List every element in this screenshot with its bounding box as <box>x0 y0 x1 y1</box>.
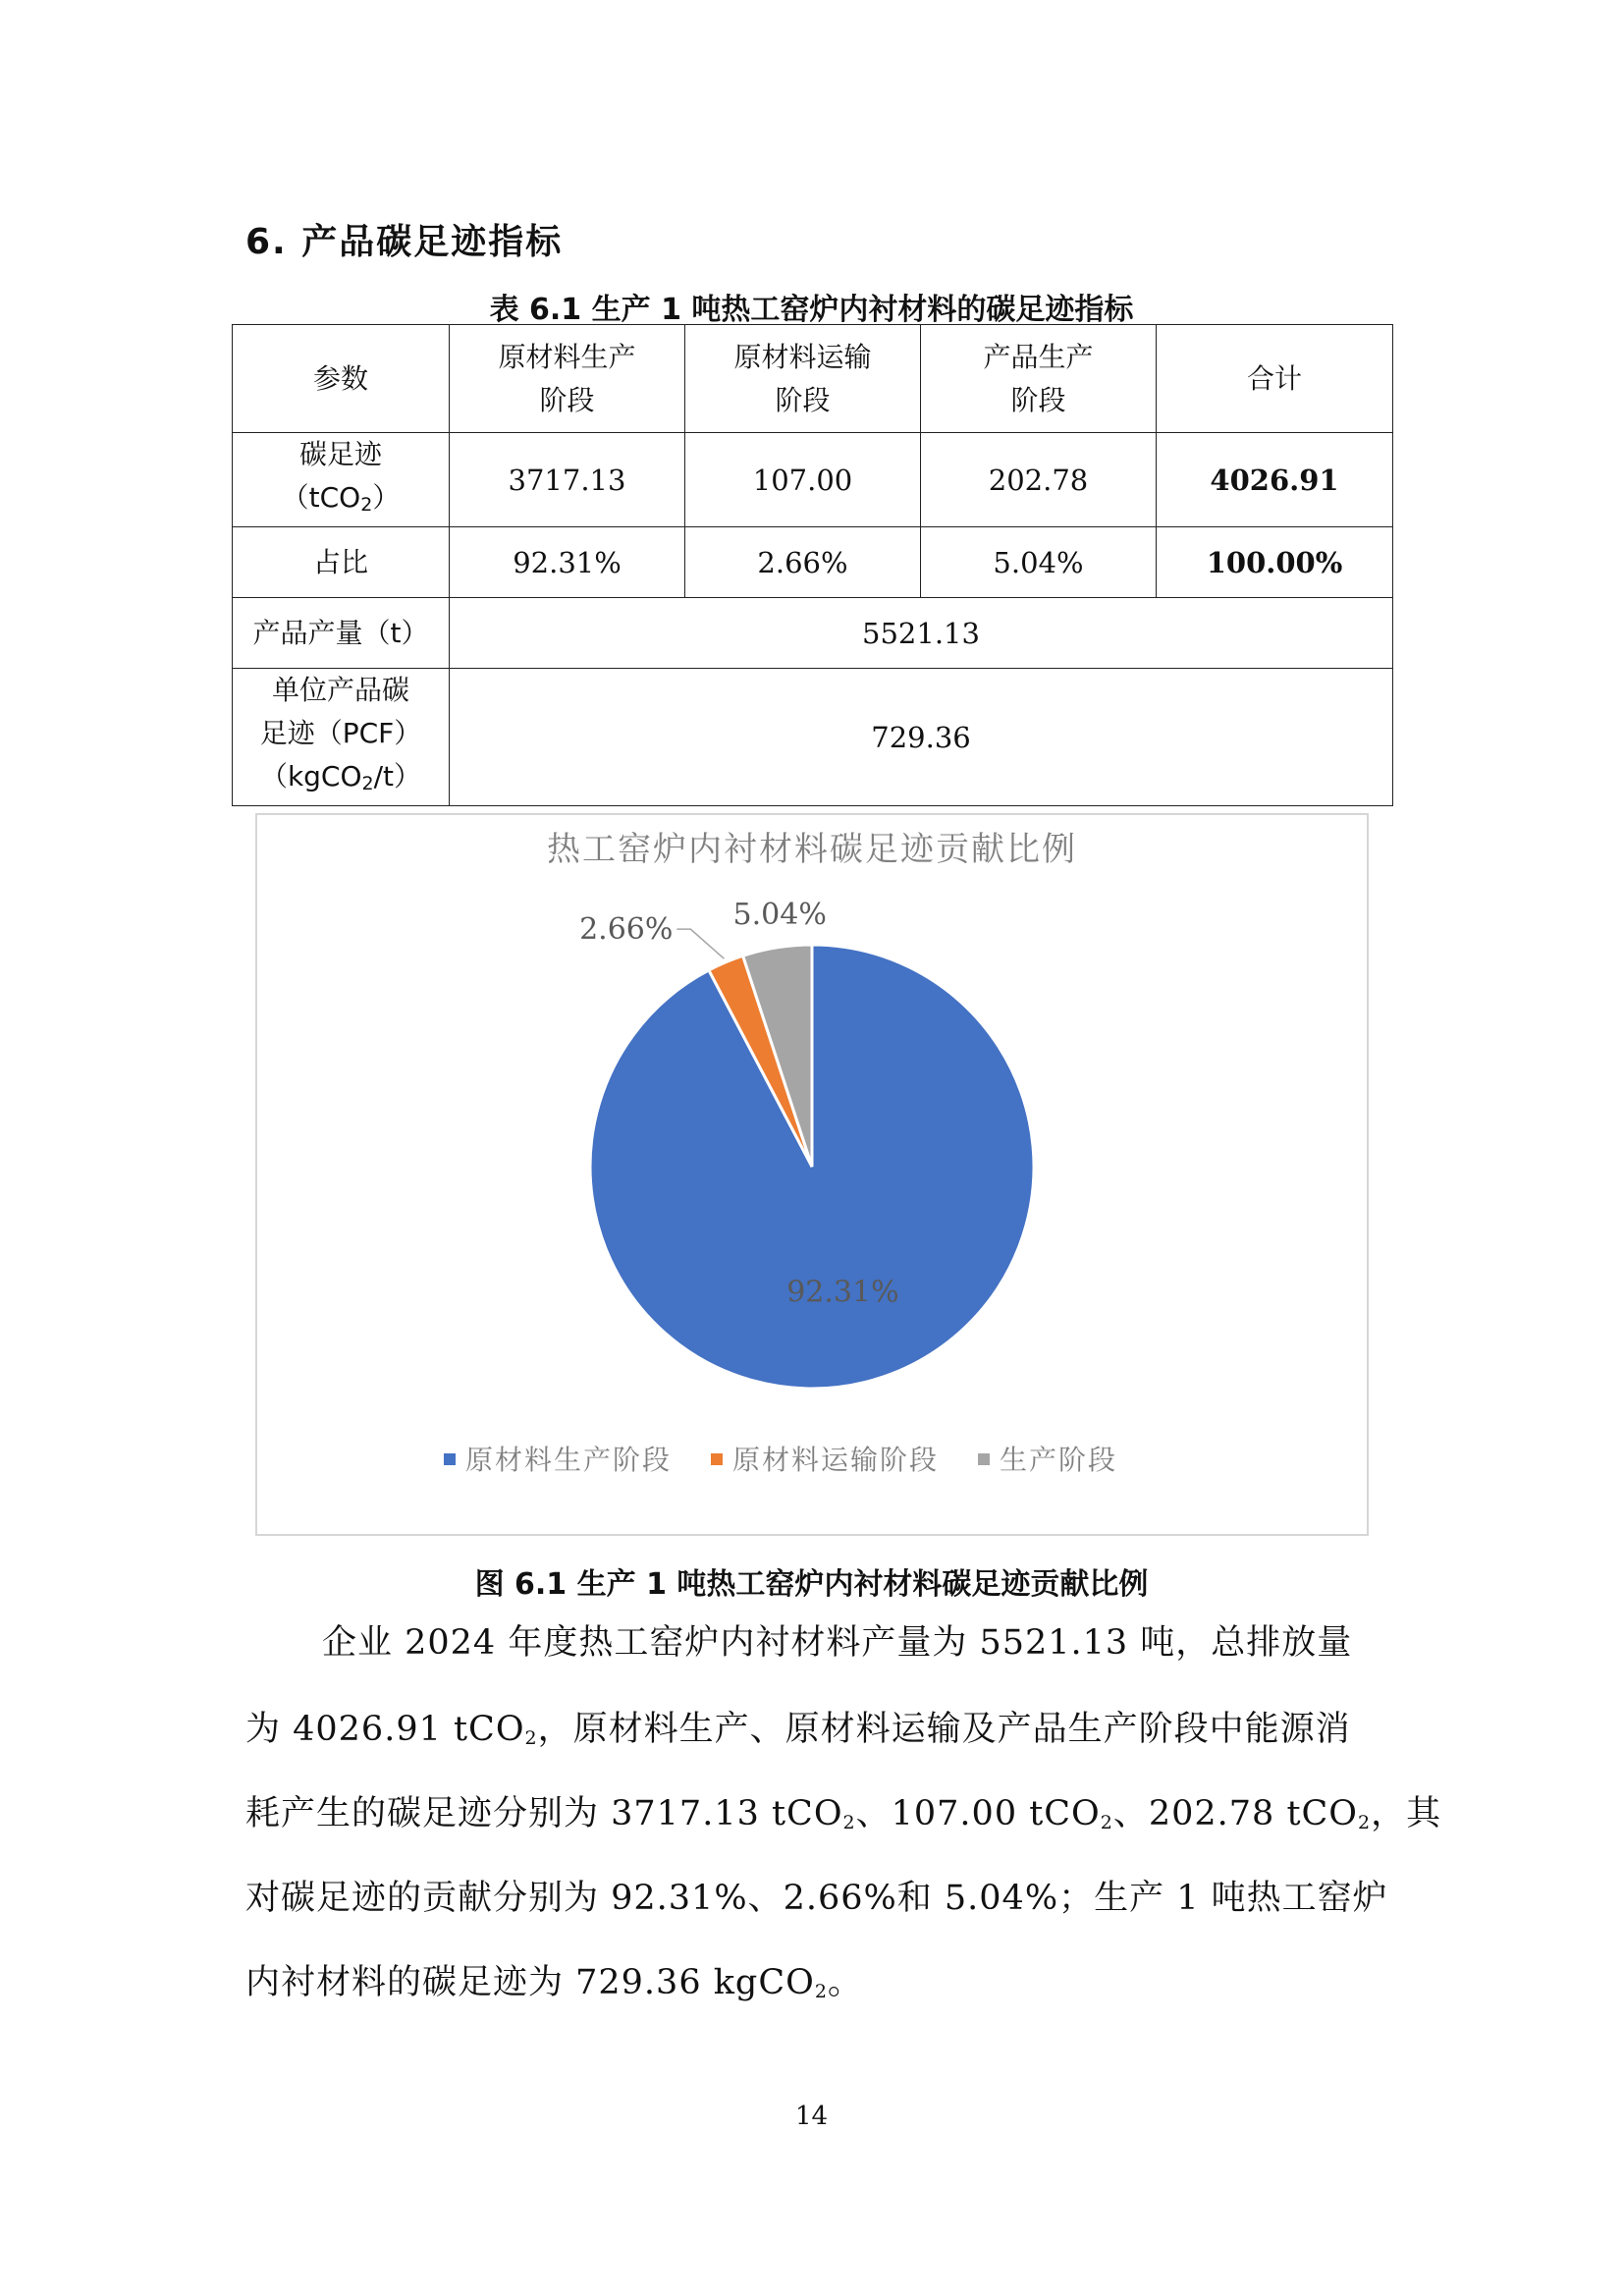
output-value: 5521.13 <box>450 598 1393 669</box>
para3-subscript-2: 2 <box>1100 1812 1113 1833</box>
para2-text-b: ，原材料生产、原材料运输及产品生产阶段中能源消 <box>537 1710 1351 1749</box>
pie-slices <box>590 945 1034 1389</box>
paragraph-line-5 <box>245 1958 1377 2016</box>
page-number: 14 <box>794 2102 829 2131</box>
header-stage3 <box>921 325 1157 433</box>
row-pcf-label <box>233 669 450 806</box>
footprint-label-close: ） <box>372 481 401 514</box>
pcf-label-line2: 足迹（PCF） <box>259 717 422 749</box>
pie-chart <box>257 815 1367 1534</box>
chart-title: 热工窑炉内衬材料碳足迹贡献比例 <box>547 830 1077 869</box>
header-stage3-line1: 产品生产 <box>983 340 1094 373</box>
paragraph-line-3 <box>245 1789 1442 1847</box>
header-stage1 <box>450 325 685 433</box>
table-row-pcf <box>233 669 1393 806</box>
footprint-total: 4026.91 <box>1157 433 1393 527</box>
table-row-output <box>233 598 1393 669</box>
para3-text-d: ，其 <box>1371 1794 1442 1833</box>
section-title: 6. 产品碳足迹指标 <box>245 222 564 262</box>
pcf-label-unit: （kgCO <box>259 760 362 793</box>
share-stage3: 5.04% <box>921 527 1157 598</box>
footprint-stage3: 202.78 <box>921 433 1157 527</box>
paragraph-line-2 <box>245 1705 1377 1763</box>
data-label-2: 2.66% <box>579 912 674 948</box>
legend-label-3: 生产阶段 <box>1000 1444 1118 1476</box>
header-param-text: 参数 <box>312 361 368 395</box>
paragraph-line-4: 对碳足迹的贡献分别为 92.31%、2.66%和 5.04%；生产 1 吨热工窑炉 <box>245 1879 1388 1918</box>
para5-subscript: 2 <box>814 1981 828 2002</box>
pie-chart-container <box>255 813 1369 1536</box>
share-total: 100.00% <box>1157 527 1393 598</box>
table-header-row <box>233 325 1393 433</box>
carbon-footprint-table <box>232 324 1393 806</box>
header-total-text: 合计 <box>1246 361 1302 395</box>
pcf-label-subscript: 2 <box>361 773 374 794</box>
footprint-stage2: 107.00 <box>685 433 921 527</box>
footprint-label-unit: （tCO <box>281 481 361 514</box>
para3-text-a: 耗产生的碳足迹分别为 3717.13 tCO <box>245 1794 843 1833</box>
paragraph-line-1: 企业 2024 年度热工窑炉内衬材料产量为 5521.13 吨，总排放量 <box>322 1623 1353 1663</box>
para5-text-b: 。 <box>827 1963 863 2002</box>
leader-line-2 <box>676 929 724 958</box>
legend-label-2: 原材料运输阶段 <box>732 1444 940 1476</box>
footprint-stage1: 3717.13 <box>450 433 685 527</box>
para3-subscript-3: 2 <box>1358 1812 1372 1833</box>
legend-swatch-3 <box>978 1453 990 1465</box>
para3-subscript-1: 2 <box>842 1812 856 1833</box>
data-label-1: 92.31% <box>786 1275 899 1310</box>
header-total <box>1157 325 1393 433</box>
header-stage2 <box>685 325 921 433</box>
para3-text-b: 、107.00 tCO <box>855 1794 1101 1833</box>
table-row-footprint <box>233 433 1393 527</box>
table-caption: 表 6.1 生产 1 吨热工窑炉内衬材料的碳足迹指标 <box>489 293 1134 327</box>
para2-text-a: 为 4026.91 tCO <box>245 1710 525 1749</box>
figure-caption: 图 6.1 生产 1 吨热工窑炉内衬材料碳足迹贡献比例 <box>474 1567 1149 1602</box>
header-stage2-line1: 原材料运输 <box>733 340 872 373</box>
header-stage1-line1: 原材料生产 <box>498 340 636 373</box>
para2-subscript: 2 <box>524 1727 538 1749</box>
pcf-value: 729.36 <box>450 669 1393 806</box>
row-footprint-label <box>233 433 450 527</box>
chart-legend <box>444 1444 1117 1476</box>
para5-text-a: 内衬材料的碳足迹为 729.36 kgCO <box>245 1963 815 2002</box>
share-stage1: 92.31% <box>450 527 685 598</box>
header-stage1-line2: 阶段 <box>539 383 595 416</box>
header-param <box>233 325 450 433</box>
legend-swatch-1 <box>444 1453 456 1465</box>
legend-swatch-2 <box>711 1453 723 1465</box>
row-output-label: 产品产量（t） <box>233 598 450 669</box>
footprint-label-line1: 碳足迹 <box>298 438 382 470</box>
leader-lines <box>676 929 724 958</box>
share-stage2: 2.66% <box>685 527 921 598</box>
header-stage2-line2: 阶段 <box>775 383 831 416</box>
legend-label-1: 原材料生产阶段 <box>465 1444 673 1476</box>
para3-text-c: 、202.78 tCO <box>1112 1794 1358 1833</box>
pcf-label-unit-tail: /t） <box>373 760 422 793</box>
row-share-label: 占比 <box>233 527 450 598</box>
header-stage3-line2: 阶段 <box>1010 383 1066 416</box>
data-label-3: 5.04% <box>732 898 827 933</box>
footprint-label-subscript: 2 <box>360 494 373 516</box>
pcf-label-line1: 单位产品碳 <box>271 674 409 706</box>
table-row-share <box>233 527 1393 598</box>
